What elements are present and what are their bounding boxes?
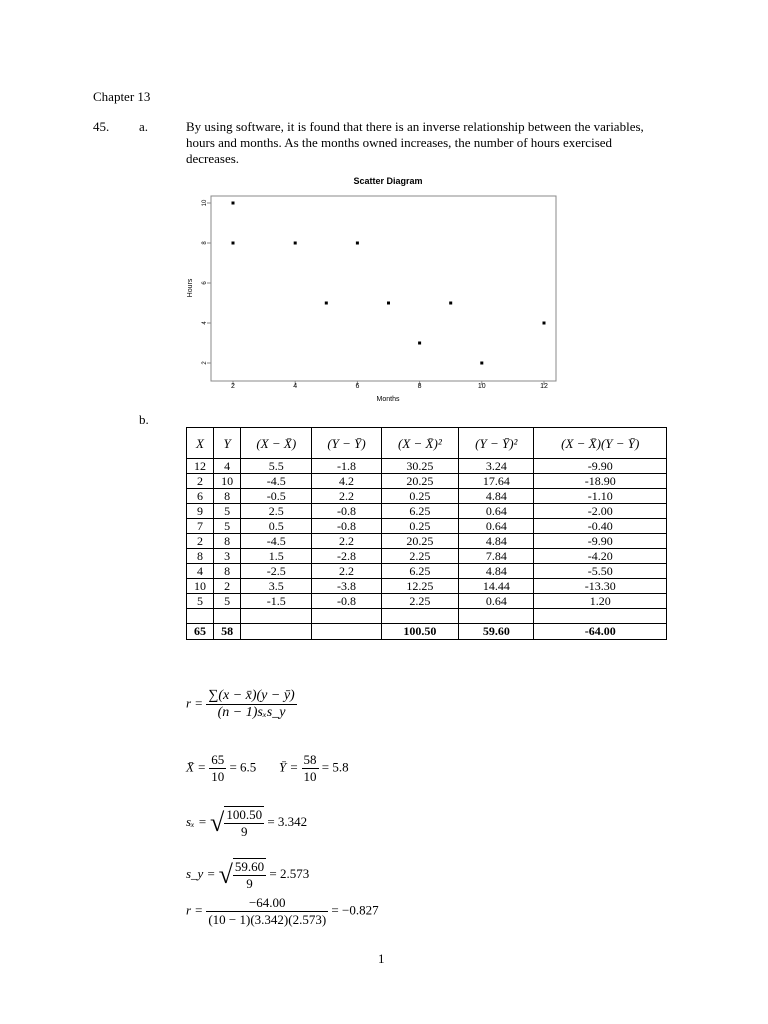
chart-title: Scatter Diagram: [353, 176, 423, 186]
sy-formula: [186, 858, 309, 892]
table-cell: -1.10: [534, 489, 667, 504]
chapter-heading: Chapter 13: [93, 89, 151, 104]
table-row: [187, 519, 667, 534]
x-tick-label: 10: [477, 383, 486, 390]
ybar-numerator: 58: [303, 752, 317, 767]
table-cell: 4.84: [459, 534, 534, 549]
table-row: [187, 549, 667, 564]
table-cell: 4.84: [459, 489, 534, 504]
y-axis-label: Hours: [187, 278, 194, 298]
table-cell: -1.5: [241, 594, 312, 609]
table-cell: 7: [187, 519, 214, 534]
sx-formula: [186, 806, 307, 840]
table-cell: 9: [187, 504, 214, 519]
table-cell: [534, 609, 667, 624]
table-cell: 8: [214, 489, 241, 504]
table-cell: -3.8: [312, 579, 381, 594]
table-cell: 8: [214, 564, 241, 579]
table-cell: -9.90: [534, 459, 667, 474]
xbar-numerator: 65: [211, 752, 225, 767]
table-cell: 5.5: [241, 459, 312, 474]
data-point: [418, 342, 421, 345]
table-cell: 20.25: [381, 474, 459, 489]
data-points: [232, 202, 546, 365]
sx-sqrt: [210, 806, 264, 840]
table-cell: 0.64: [459, 594, 534, 609]
problem-number: 45.: [93, 119, 110, 134]
table-cell: 0.5: [241, 519, 312, 534]
y-tick-label: 4: [202, 321, 208, 325]
table-cell: -1.8: [312, 459, 381, 474]
table-cell: 3: [214, 549, 241, 564]
y-tick-label: 2: [202, 361, 208, 365]
sy-lhs: s_y =: [186, 865, 216, 881]
table-row: [187, 504, 667, 519]
x-mean-formula: [186, 752, 256, 785]
table-cell: 10: [214, 474, 241, 489]
sy-numerator: 59.60: [234, 859, 265, 874]
table-cell: 2.25: [381, 594, 459, 609]
table-cell: -2.00: [534, 504, 667, 519]
rcalc-fraction: [206, 895, 328, 928]
y-mean-formula: [279, 752, 349, 785]
table-cell: 5: [187, 594, 214, 609]
scatter-chart: [180, 170, 570, 410]
table-cell: 2.25: [381, 549, 459, 564]
table-cell: 1.20: [534, 594, 667, 609]
sqrt-icon: √: [218, 860, 233, 889]
rcalc-lhs: r =: [186, 902, 204, 918]
table-header-cell: X: [187, 428, 214, 459]
table-cell: 2: [187, 474, 214, 489]
sx-numerator: 100.50: [226, 807, 263, 822]
data-point: [232, 202, 235, 205]
table-cell: 12.25: [381, 579, 459, 594]
table-cell: 2: [187, 534, 214, 549]
table-blank-row: [187, 609, 667, 624]
x-axis-label: Months: [376, 396, 400, 403]
sy-denominator: 9: [246, 876, 253, 891]
table-cell: -0.5: [241, 489, 312, 504]
table-cell: -13.30: [534, 579, 667, 594]
sy-sqrt: [219, 858, 267, 892]
xbar-lhs: X̄ =: [186, 759, 206, 775]
sqrt-icon: √: [210, 808, 225, 837]
table-header-row: [187, 428, 667, 459]
table-cell: 2.5: [241, 504, 312, 519]
table-cell: 5: [214, 594, 241, 609]
y-tick-label: 8: [202, 241, 208, 245]
table-cell: -9.90: [534, 534, 667, 549]
table-cell: -4.20: [534, 549, 667, 564]
table-row: [187, 579, 667, 594]
table-cell: 8: [187, 549, 214, 564]
table-cell: 5: [214, 519, 241, 534]
table-cell: 2.2: [312, 564, 381, 579]
table-cell: -0.8: [312, 519, 381, 534]
table-row: [187, 564, 667, 579]
table-total-cell: 58: [214, 624, 241, 640]
x-tick-label: 4: [293, 383, 298, 390]
table-cell: [187, 609, 214, 624]
r-calculation: [186, 895, 379, 928]
table-header-cell: (X − X̄)(Y − Ȳ): [534, 428, 667, 459]
table-cell: 1.5: [241, 549, 312, 564]
data-point: [387, 302, 390, 305]
data-point: [449, 302, 452, 305]
table-cell: 3.5: [241, 579, 312, 594]
table-cell: 7.84: [459, 549, 534, 564]
table-cell: 17.64: [459, 474, 534, 489]
table-header-cell: (Y − Ȳ): [312, 428, 381, 459]
x-tick-label: 2: [231, 383, 235, 390]
x-axis: [231, 381, 548, 390]
table-cell: 4.2: [312, 474, 381, 489]
table-cell: -0.8: [312, 504, 381, 519]
table-header-cell: (X − X̄): [241, 428, 312, 459]
sx-result: = 3.342: [267, 813, 308, 829]
data-point: [232, 242, 235, 245]
r-lhs: r =: [186, 695, 204, 711]
plot-frame: [211, 196, 556, 381]
r-denominator: (n − 1)sₓs_y: [217, 705, 286, 720]
table-row: [187, 459, 667, 474]
table-cell: 0.64: [459, 519, 534, 534]
table-cell: 0.25: [381, 489, 459, 504]
sx-denominator: 9: [240, 824, 248, 839]
y-axis: [202, 199, 211, 365]
table-header-cell: Y: [214, 428, 241, 459]
table-row: [187, 474, 667, 489]
table-cell: 4: [187, 564, 214, 579]
table-row: [187, 594, 667, 609]
table-cell: [214, 609, 241, 624]
y-tick-label: 6: [202, 281, 208, 285]
table-cell: 6: [187, 489, 214, 504]
table-cell: 2.2: [312, 534, 381, 549]
x-tick-label: 12: [540, 383, 548, 390]
xbar-fraction: [209, 752, 226, 785]
table-row: [187, 534, 667, 549]
page-number: 1: [378, 951, 385, 966]
table-total-cell: 59.60: [459, 624, 534, 640]
table-cell: 30.25: [381, 459, 459, 474]
table-cell: [312, 609, 381, 624]
ybar-denominator: 10: [303, 769, 317, 784]
table-cell: 4: [214, 459, 241, 474]
table-cell: 0.25: [381, 519, 459, 534]
xbar-result: = 6.5: [229, 759, 257, 775]
r-fraction: [206, 688, 296, 721]
table-cell: -2.5: [241, 564, 312, 579]
table-total-cell: [312, 624, 381, 640]
table-cell: 4.84: [459, 564, 534, 579]
data-point: [356, 242, 359, 245]
part-b-label: b.: [139, 412, 149, 427]
y-tick-label: 10: [202, 199, 208, 207]
x-tick-label: 6: [355, 383, 360, 390]
r-numerator: ∑(x − x̄)(y − ȳ): [208, 688, 295, 703]
table-cell: -18.90: [534, 474, 667, 489]
rcalc-result: = −0.827: [331, 902, 379, 918]
table-cell: 8: [214, 534, 241, 549]
ybar-result: = 5.8: [321, 759, 349, 775]
table-cell: 20.25: [381, 534, 459, 549]
table-total-cell: 65: [187, 624, 214, 640]
table-cell: 10: [187, 579, 214, 594]
table-cell: 3.24: [459, 459, 534, 474]
x-tick-label: 8: [417, 383, 422, 390]
table-cell: -2.8: [312, 549, 381, 564]
table-cell: -0.40: [534, 519, 667, 534]
table-cell: 14.44: [459, 579, 534, 594]
table-cell: 6.25: [381, 504, 459, 519]
table-cell: 2.2: [312, 489, 381, 504]
table-cell: -4.5: [241, 474, 312, 489]
table-cell: [459, 609, 534, 624]
table-cell: [241, 609, 312, 624]
table-cell: 12: [187, 459, 214, 474]
table-header-cell: (Y − Ȳ)²: [459, 428, 534, 459]
data-point: [325, 302, 328, 305]
part-a-text: By using software, it is found that there is an inverse relationship between the variables, hours and months. As the months owned increases, the number of hours exercised decreases.: [186, 119, 644, 166]
data-point: [543, 322, 546, 325]
table-total-row: [187, 624, 667, 640]
table-header-cell: (X − X̄)²: [381, 428, 459, 459]
table-cell: 5: [214, 504, 241, 519]
table-cell: 2: [214, 579, 241, 594]
table-cell: 6.25: [381, 564, 459, 579]
data-point: [480, 362, 483, 365]
table-total-cell: [241, 624, 312, 640]
table-cell: -0.8: [312, 594, 381, 609]
data-point: [294, 242, 297, 245]
table-cell: [381, 609, 459, 624]
table-cell: -4.5: [241, 534, 312, 549]
table-cell: -5.50: [534, 564, 667, 579]
deviation-table: [186, 427, 667, 640]
rcalc-denominator: (10 − 1)(3.342)(2.573): [208, 912, 327, 927]
part-a-label: a.: [139, 119, 149, 134]
ybar-fraction: [302, 752, 319, 785]
xbar-denominator: 10: [211, 769, 225, 784]
rcalc-numerator: −64.00: [206, 895, 328, 912]
ybar-lhs: Ȳ =: [279, 759, 299, 775]
sy-result: = 2.573: [269, 865, 310, 881]
table-row: [187, 489, 667, 504]
table-total-cell: 100.50: [381, 624, 459, 640]
sx-lhs: sₓ =: [186, 813, 207, 829]
table-cell: 0.64: [459, 504, 534, 519]
table-total-cell: -64.00: [534, 624, 667, 640]
r-definition: [186, 688, 297, 721]
